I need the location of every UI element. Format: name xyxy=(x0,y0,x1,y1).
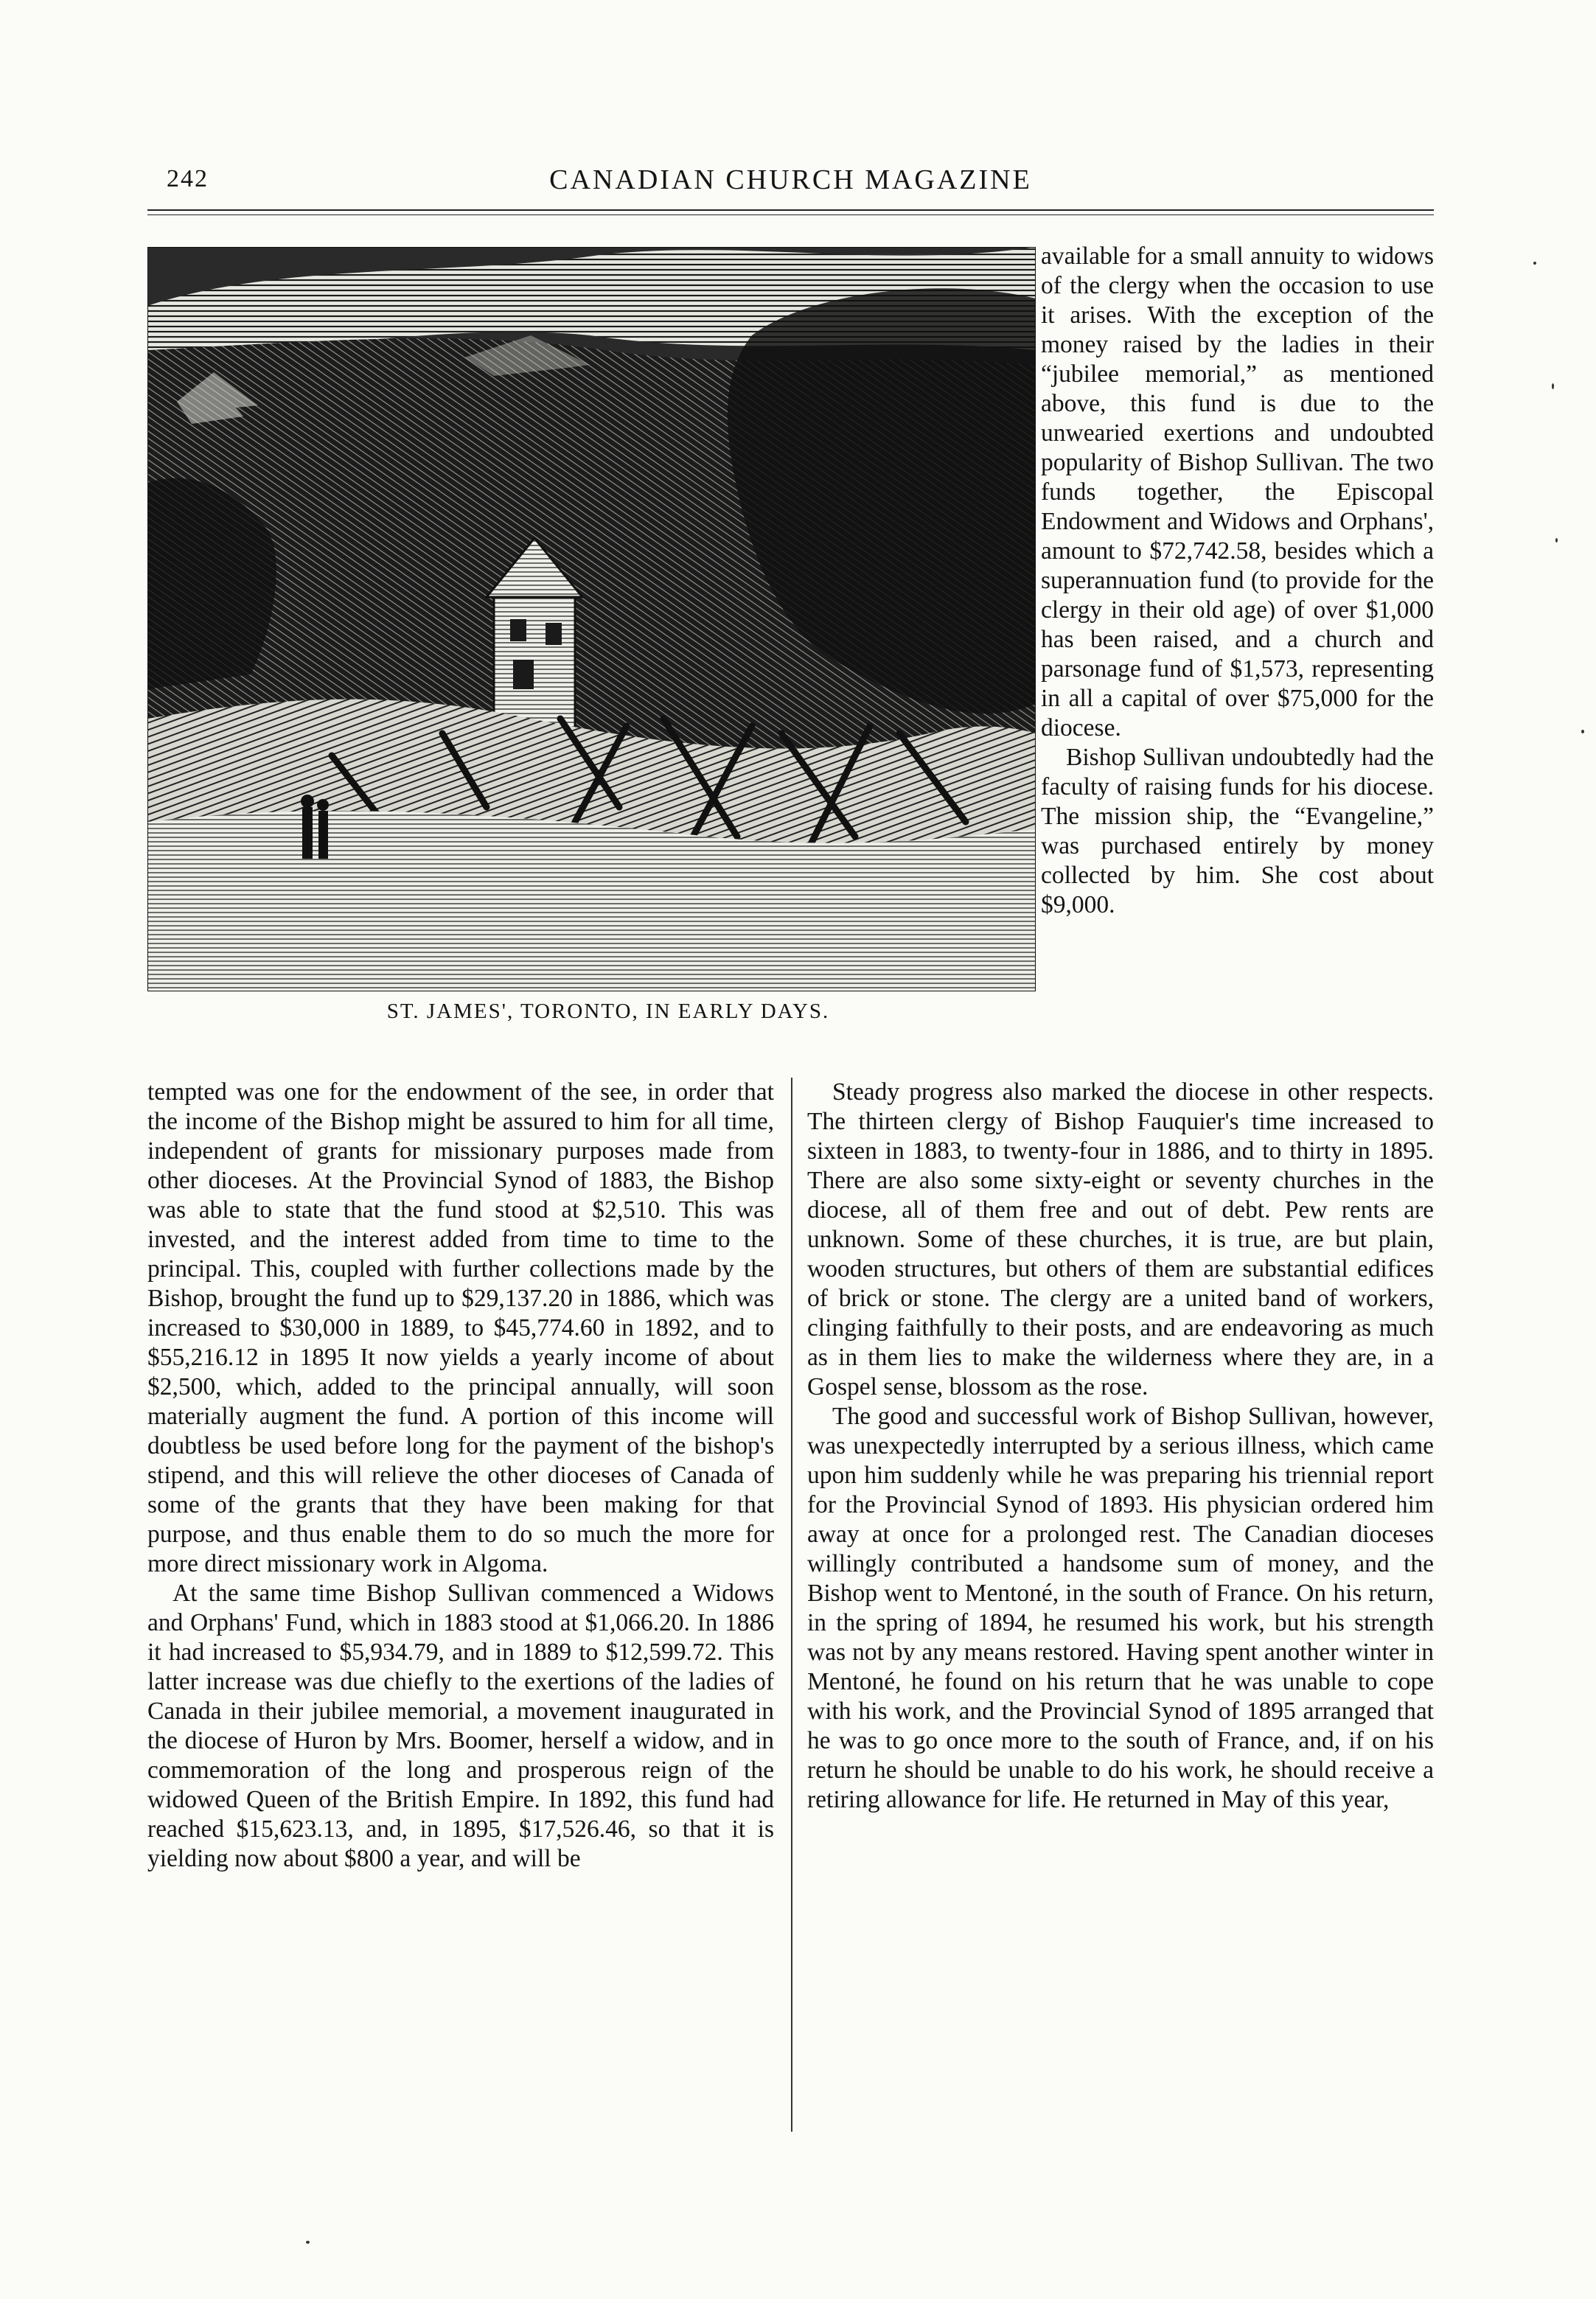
paragraph: The good and successful work of Bishop Sullivan, however, was unexpectedly interrupted by a serious illness, which came upon him suddenly while he was preparing his triennial report for the Provincial Synod of 1893. His physician ordered him away at once for a prolonged rest. The Canadian dioceses willingly contributed a handsome sum of money, and the Bishop went to Mentoné, in the south of France. On his return, in the spring of 1894, he resumed his work, but his strength was not by any means restored. Having spent another winter in Mentoné, he found on his return that he was unable to cope with his work, and the Provincial Synod of 1895 arranged that he was to go once more to the south of France, and, if on his return he should be unable to do his work, he should receive a retiring allowance for life. He returned in May of this year, xyxy=(807,1403,1434,1813)
page-header xyxy=(147,164,1434,208)
print-speck xyxy=(1555,538,1558,543)
paragraph: Steady progress also marked the diocese in other respects. The thirteen clergy of Bishop Fauquier's time increased to sixteen in 1883, to twenty-four in 1886, and to thirty in 1895. There are also some sixty-eight or seventy churches in the diocese, all of them free and out of debt. Pew rents are unknown. Some of these churches, it is true, are but plain, wooden structures, but others of them are substantial edifices of brick or stone. The clergy are a united band of workers, clinging faithfully to their posts, and are endeavoring as much as in them lies to make the wilderness where they are, in a Gospel sense, blossom as the rose. xyxy=(807,1078,1434,1400)
print-speck xyxy=(1533,262,1536,265)
print-speck xyxy=(1581,730,1584,733)
paragraph: At the same time Bishop Sullivan commenced a Widows and Orphans' Fund, which in 1883 stood at $1,066.20. In 1886 it had increased to $5,934.79, and in 1889 to $12,599.72. This latter increase was due chiefly to the exertions of the ladies of Canada in their jubilee memorial, a movement inaugurated in the diocese of Huron by Mrs. Boomer, herself a widow, and in commemoration of the long and prosperous reign of the widowed Queen of the British Empire. In 1892, this fund had reached $15,623.13, and, in 1895, $17,526.46, so that it is yielding now about $800 a year, and will be xyxy=(147,1580,774,1872)
running-title: CANADIAN CHURCH MAGAZINE xyxy=(549,164,1032,195)
print-speck xyxy=(306,2241,310,2244)
column-right xyxy=(807,1078,1434,1815)
column-divider xyxy=(791,1078,792,2132)
page-number: 242 xyxy=(167,165,209,192)
paragraph: tempted was one for the endowment of the see, in order that the income of the Bishop might be assured to him for all time, independent of grants for missionary purposes made from other dioceses. At the Provincial Synod of 1883, the Bishop was able to state that the fund stood at $2,510. This was invested, and the interest added from time to time to the principal. This, coupled with further collections made by the Bishop, brought the fund up to $29,137.20 in 1886, which was increased to $30,000 in 1889, to $45,774.60 in 1892, and to $55,216.12 in 1895 It now yields a yearly income of about $2,500, which, added to the principal annually, will soon materially augment the fund. A portion of this income will doubtless be used before long for the payment of the bishop's stipend, and this will relieve the other dioceses of Canada of some of the grants that they have been making for that purpose, and thus enable them to do so much the more for more direct missionary work in Algoma. xyxy=(147,1078,774,1577)
paragraph: Bishop Sullivan undoubtedly had the faculty of raising funds for his diocese. The mission ship, the “Evangeline,” was purchased entirely by money collected by him. She cost about $9,000. xyxy=(1041,744,1434,918)
header-rule xyxy=(147,209,1434,215)
print-speck xyxy=(1552,383,1554,389)
figure-caption: ST. JAMES', TORONTO, IN EARLY DAYS. xyxy=(386,1000,830,1023)
column-left xyxy=(147,1078,774,1874)
column-right-top xyxy=(1041,242,1434,920)
engraving-illustration xyxy=(147,247,1036,991)
paragraph: available for a small annuity to widows of the clergy when the occasion to use it arises. With the exception of the money raised by the ladies in their “jubilee memorial,” as mentioned above, this fund is due to the unwearied exertions and undoubted popularity of Bishop Sullivan. The two funds together, the Episcopal Endowment and Widows and Orphans', amount to $72,742.58, besides which a superannuation fund (to provide for the clergy in their old age) of over $1,000 has been raised, and a church and parsonage fund of $1,573, representing in all a capital of over $75,000 for the diocese. xyxy=(1041,243,1434,742)
